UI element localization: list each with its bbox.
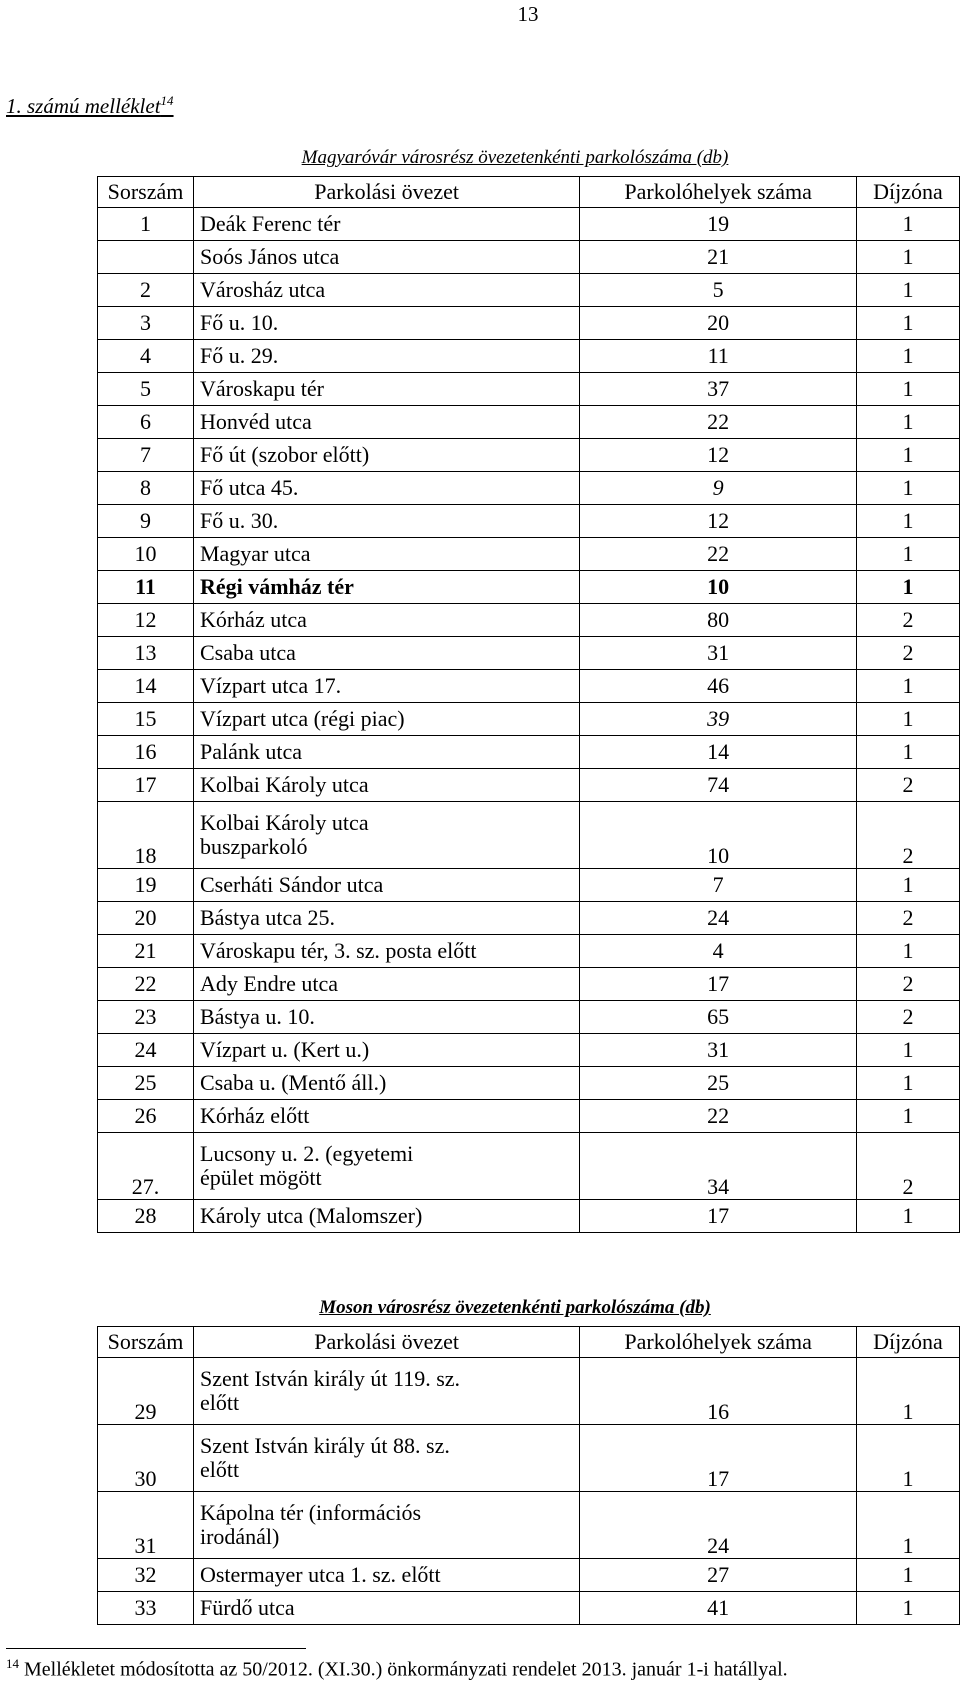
fee-zone-cell: 2	[857, 637, 960, 670]
fee-zone-cell: 1	[857, 307, 960, 340]
parking-spaces-cell: 74	[580, 769, 857, 802]
table-row	[98, 406, 960, 439]
row-number-cell: 17	[98, 769, 194, 802]
fee-zone-cell: 1	[857, 1100, 960, 1133]
table-row	[98, 1100, 960, 1133]
parking-spaces-cell: 10	[580, 571, 857, 604]
row-number-cell: 25	[98, 1067, 194, 1100]
row-number-cell: 11	[98, 571, 194, 604]
row-number-cell: 18	[98, 802, 194, 869]
parking-spaces-cell: 16	[580, 1358, 857, 1425]
parking-zone-cell: Fő u. 30.	[193, 505, 579, 538]
parking-zone-cell: Vízpart utca 17.	[193, 670, 579, 703]
row-number-cell: 16	[98, 736, 194, 769]
parking-spaces-cell: 17	[580, 968, 857, 1001]
fee-zone-cell: 1	[857, 274, 960, 307]
row-number-cell: 28	[98, 1200, 194, 1233]
header-sorszam: Sorszám	[98, 1327, 194, 1358]
row-number-cell: 10	[98, 538, 194, 571]
parking-zone-cell: Honvéd utca	[193, 406, 579, 439]
parking-zone-cell: Palánk utca	[193, 736, 579, 769]
row-number-cell: 6	[98, 406, 194, 439]
parking-spaces-cell: 17	[580, 1425, 857, 1492]
parking-spaces-cell: 17	[580, 1200, 857, 1233]
parking-zone-cell: Deák Ferenc tér	[193, 208, 579, 241]
fee-zone-cell: 1	[857, 439, 960, 472]
parking-spaces-cell: 46	[580, 670, 857, 703]
magyarovar-parking-table	[97, 176, 960, 1233]
table-row	[98, 340, 960, 373]
row-number-cell: 2	[98, 274, 194, 307]
fee-zone-cell: 1	[857, 472, 960, 505]
row-number-cell: 8	[98, 472, 194, 505]
parking-zone-cell: Szent István király út 119. sz. előtt	[193, 1358, 579, 1425]
table-row	[98, 472, 960, 505]
table-row	[98, 869, 960, 902]
row-number-cell: 29	[98, 1358, 194, 1425]
fee-zone-cell: 1	[857, 1200, 960, 1233]
header-parkolohelyek-szama: Parkolóhelyek száma	[580, 1327, 857, 1358]
table-row	[98, 307, 960, 340]
row-number-cell	[98, 241, 194, 274]
annex-title-text: 1. számú melléklet	[6, 94, 161, 118]
fee-zone-cell: 2	[857, 902, 960, 935]
parking-zone-cell: Városkapu tér, 3. sz. posta előtt	[193, 935, 579, 968]
parking-spaces-cell: 5	[580, 274, 857, 307]
annex-footnote-ref: 14	[160, 93, 174, 108]
page-number: 13	[517, 2, 539, 26]
row-number-cell: 31	[98, 1492, 194, 1559]
row-number-cell: 9	[98, 505, 194, 538]
table-row	[98, 604, 960, 637]
row-number-cell: 22	[98, 968, 194, 1001]
parking-zone-cell: Csaba utca	[193, 637, 579, 670]
row-number-cell: 15	[98, 703, 194, 736]
row-number-cell: 26	[98, 1100, 194, 1133]
table1-caption	[0, 147, 960, 169]
parking-spaces-cell: 80	[580, 604, 857, 637]
parking-spaces-cell: 7	[580, 869, 857, 902]
table-row	[98, 1133, 960, 1200]
parking-zone-cell: Kolbai Károly utca buszparkoló	[193, 802, 579, 869]
parking-spaces-cell: 22	[580, 406, 857, 439]
table2-caption: Moson városrész övezetenkénti parkolószáma (db)	[319, 1297, 711, 1318]
parking-spaces-cell: 9	[580, 472, 857, 505]
parking-spaces-cell: 12	[580, 439, 857, 472]
annex-title	[6, 93, 174, 119]
parking-zone-cell: Kórház utca	[193, 604, 579, 637]
table-header-row	[98, 177, 960, 208]
row-number-cell: 19	[98, 869, 194, 902]
parking-spaces-cell: 14	[580, 736, 857, 769]
parking-spaces-cell: 4	[580, 935, 857, 968]
fee-zone-cell: 1	[857, 1592, 960, 1625]
row-number-cell: 5	[98, 373, 194, 406]
row-number-cell: 30	[98, 1425, 194, 1492]
fee-zone-cell: 2	[857, 802, 960, 869]
table-row	[98, 1358, 960, 1425]
table-row	[98, 241, 960, 274]
table-row	[98, 1200, 960, 1233]
table-row	[98, 1592, 960, 1625]
fee-zone-cell: 1	[857, 736, 960, 769]
fee-zone-cell: 1	[857, 505, 960, 538]
parking-spaces-cell: 25	[580, 1067, 857, 1100]
row-number-cell: 20	[98, 902, 194, 935]
row-number-cell: 12	[98, 604, 194, 637]
parking-spaces-cell: 41	[580, 1592, 857, 1625]
fee-zone-cell: 2	[857, 1133, 960, 1200]
parking-spaces-cell: 37	[580, 373, 857, 406]
parking-zone-cell: Fő utca 45.	[193, 472, 579, 505]
fee-zone-cell: 1	[857, 703, 960, 736]
row-number-cell: 1	[98, 208, 194, 241]
table-row	[98, 274, 960, 307]
fee-zone-cell: 1	[857, 373, 960, 406]
row-number-cell: 24	[98, 1034, 194, 1067]
parking-spaces-cell: 65	[580, 1001, 857, 1034]
footnote-divider	[6, 1648, 306, 1649]
parking-zone-cell: Károly utca (Malomszer)	[193, 1200, 579, 1233]
footnote	[6, 1656, 788, 1682]
row-number-cell: 27.	[98, 1133, 194, 1200]
fee-zone-cell: 2	[857, 769, 960, 802]
table-row	[98, 1001, 960, 1034]
parking-spaces-cell: 27	[580, 1559, 857, 1592]
moson-parking-table	[97, 1326, 960, 1625]
fee-zone-cell: 1	[857, 571, 960, 604]
fee-zone-cell: 2	[857, 968, 960, 1001]
parking-spaces-cell: 12	[580, 505, 857, 538]
table-row	[98, 1425, 960, 1492]
parking-zone-cell: Fürdő utca	[193, 1592, 579, 1625]
header-sorszam: Sorszám	[98, 177, 194, 208]
table-row	[98, 1034, 960, 1067]
row-number-cell: 7	[98, 439, 194, 472]
fee-zone-cell: 1	[857, 1034, 960, 1067]
parking-zone-cell: Soós János utca	[193, 241, 579, 274]
table-row	[98, 1559, 960, 1592]
row-number-cell: 21	[98, 935, 194, 968]
parking-spaces-cell: 11	[580, 340, 857, 373]
parking-zone-cell: Fő út (szobor előtt)	[193, 439, 579, 472]
table-row	[98, 208, 960, 241]
table-row	[98, 538, 960, 571]
table-row	[98, 373, 960, 406]
table-row	[98, 505, 960, 538]
table-row	[98, 670, 960, 703]
row-number-cell: 32	[98, 1559, 194, 1592]
table1-caption-text: Magyaróvár városrész övezetenkénti parkolószáma (db)	[301, 147, 729, 168]
parking-zone-cell: Kápolna tér (információs irodánál)	[193, 1492, 579, 1559]
header-parkolohelyek-szama: Parkolóhelyek száma	[580, 177, 857, 208]
parking-zone-cell: Kolbai Károly utca	[193, 769, 579, 802]
header-parkolasi-ovezet: Parkolási övezet	[193, 177, 579, 208]
row-number-cell: 14	[98, 670, 194, 703]
footnote-text: Mellékletet módosította az 50/2012. (XI.30.) önkormányzati rendelet 2013. január 1-i hatállyal.	[24, 1658, 788, 1681]
row-number-cell: 3	[98, 307, 194, 340]
table-row	[98, 637, 960, 670]
fee-zone-cell: 1	[857, 670, 960, 703]
table-header-row	[98, 1327, 960, 1358]
table-row	[98, 571, 960, 604]
footnote-ref: 14	[6, 1656, 19, 1671]
fee-zone-cell: 1	[857, 1358, 960, 1425]
parking-zone-cell: Kórház előtt	[193, 1100, 579, 1133]
parking-spaces-cell: 19	[580, 208, 857, 241]
fee-zone-cell: 2	[857, 1001, 960, 1034]
table-row	[98, 935, 960, 968]
parking-spaces-cell: 21	[580, 241, 857, 274]
fee-zone-cell: 1	[857, 340, 960, 373]
parking-zone-cell: Régi vámház tér	[193, 571, 579, 604]
header-dijzona: Díjzóna	[857, 177, 960, 208]
table-row	[98, 769, 960, 802]
fee-zone-cell: 1	[857, 1067, 960, 1100]
table-row	[98, 736, 960, 769]
parking-zone-cell: Fő u. 29.	[193, 340, 579, 373]
parking-zone-cell: Vízpart utca (régi piac)	[193, 703, 579, 736]
fee-zone-cell: 1	[857, 1492, 960, 1559]
fee-zone-cell: 1	[857, 208, 960, 241]
parking-spaces-cell: 10	[580, 802, 857, 869]
fee-zone-cell: 1	[857, 538, 960, 571]
fee-zone-cell: 1	[857, 1425, 960, 1492]
parking-zone-cell: Cserháti Sándor utca	[193, 869, 579, 902]
parking-spaces-cell: 39	[580, 703, 857, 736]
parking-spaces-cell: 31	[580, 1034, 857, 1067]
parking-zone-cell: Fő u. 10.	[193, 307, 579, 340]
fee-zone-cell: 1	[857, 1559, 960, 1592]
parking-zone-cell: Lucsony u. 2. (egyetemi épület mögött	[193, 1133, 579, 1200]
row-number-cell: 4	[98, 340, 194, 373]
parking-spaces-cell: 20	[580, 307, 857, 340]
table-row	[98, 802, 960, 869]
row-number-cell: 13	[98, 637, 194, 670]
row-number-cell: 33	[98, 1592, 194, 1625]
parking-zone-cell: Városház utca	[193, 274, 579, 307]
row-number-cell: 23	[98, 1001, 194, 1034]
parking-zone-cell: Ady Endre utca	[193, 968, 579, 1001]
fee-zone-cell: 2	[857, 604, 960, 637]
fee-zone-cell: 1	[857, 241, 960, 274]
header-parkolasi-ovezet: Parkolási övezet	[193, 1327, 579, 1358]
parking-zone-cell: Szent István király út 88. sz. előtt	[193, 1425, 579, 1492]
parking-zone-cell: Csaba u. (Mentő áll.)	[193, 1067, 579, 1100]
table-row	[98, 902, 960, 935]
parking-spaces-cell: 34	[580, 1133, 857, 1200]
table-row	[98, 1492, 960, 1559]
parking-zone-cell: Városkapu tér	[193, 373, 579, 406]
parking-zone-cell: Magyar utca	[193, 538, 579, 571]
fee-zone-cell: 1	[857, 406, 960, 439]
header-dijzona: Díjzóna	[857, 1327, 960, 1358]
parking-spaces-cell: 31	[580, 637, 857, 670]
fee-zone-cell: 1	[857, 869, 960, 902]
table-row	[98, 968, 960, 1001]
parking-spaces-cell: 22	[580, 1100, 857, 1133]
parking-zone-cell: Ostermayer utca 1. sz. előtt	[193, 1559, 579, 1592]
parking-zone-cell: Bástya u. 10.	[193, 1001, 579, 1034]
table-row	[98, 703, 960, 736]
fee-zone-cell: 1	[857, 935, 960, 968]
parking-spaces-cell: 24	[580, 902, 857, 935]
parking-zone-cell: Bástya utca 25.	[193, 902, 579, 935]
parking-spaces-cell: 22	[580, 538, 857, 571]
parking-zone-cell: Vízpart u. (Kert u.)	[193, 1034, 579, 1067]
parking-spaces-cell: 24	[580, 1492, 857, 1559]
table-row	[98, 439, 960, 472]
table-row	[98, 1067, 960, 1100]
